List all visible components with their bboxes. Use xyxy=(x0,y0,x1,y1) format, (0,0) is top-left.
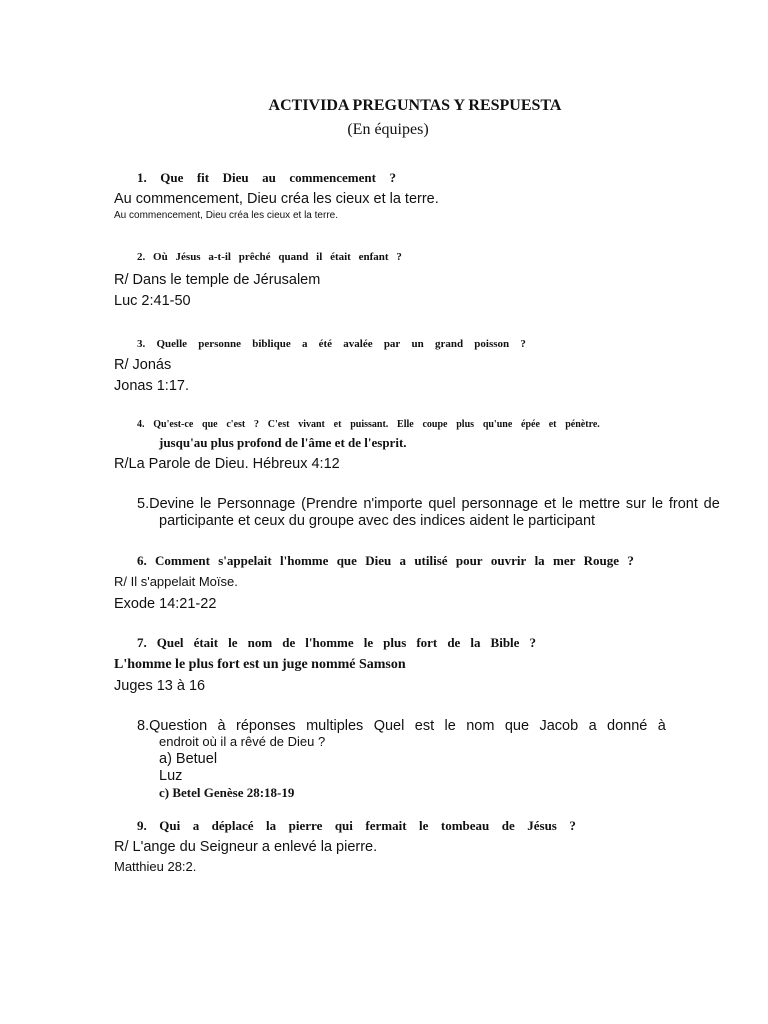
answer-3: R/ Jonás xyxy=(114,357,172,373)
question-4-line-2: jusqu'au plus profond de l'âme et de l'esprit. xyxy=(159,435,407,450)
reference-6: Exode 14:21-22 xyxy=(114,596,217,612)
question-5-line-2: participante et ceux du groupe avec des indices aident le participant xyxy=(159,513,596,529)
answer-7: L'homme le plus fort est un juge nommé Samson xyxy=(114,657,406,672)
answer-1: Au commencement, Dieu créa les cieux et la terre. xyxy=(114,191,439,207)
question-2: 2. Où Jésus a-t-il prêché quand il était enfant ? xyxy=(137,251,402,263)
question-8-line-2: endroit où il a rêvé de Dieu ? xyxy=(159,734,326,749)
answer-9: R/ L'ange du Seigneur a enlevé la pierre. xyxy=(114,839,378,855)
document-subtitle: (En équipes) xyxy=(347,121,429,138)
reference-7: Juges 13 à 16 xyxy=(114,678,206,694)
question-5-line-1: 5.Devine le Personnage (Prendre n'importe quel personnage et le mettre sur le front de xyxy=(137,496,720,512)
reference-3: Jonas 1:17. xyxy=(114,378,189,394)
question-3: 3. Quelle personne biblique a été avalée par un grand poisson ? xyxy=(137,338,526,350)
answer-4: R/La Parole de Dieu. Hébreux 4:12 xyxy=(114,456,340,472)
answer-2: R/ Dans le temple de Jérusalem xyxy=(114,272,321,288)
reference-9: Matthieu 28:2. xyxy=(114,859,197,874)
option-a: a) Betuel xyxy=(159,751,218,767)
question-4-line-1: 4. Qu'est-ce que c'est ? C'est vivant et puissant. Elle coupe plus qu'une épée et pénètre. xyxy=(137,419,600,430)
document-title: ACTIVIDA PREGUNTAS Y RESPUESTA xyxy=(268,97,562,114)
answer-6: R/ Il s'appelait Moïse. xyxy=(114,574,238,589)
question-8-line-1: 8.Question à réponses multiples Quel est le nom que Jacob a donné à xyxy=(137,718,666,734)
reference-2: Luc 2:41-50 xyxy=(114,293,191,309)
question-1: 1. Que fit Dieu au commencement ? xyxy=(137,170,396,185)
question-9: 9. Qui a déplacé la pierre qui fermait le tombeau de Jésus ? xyxy=(137,818,576,833)
question-6: 6. Comment s'appelait l'homme que Dieu a utilisé pour ouvrir la mer Rouge ? xyxy=(137,553,634,568)
option-b: Luz xyxy=(159,768,183,784)
option-c: c) Betel Genèse 28:18-19 xyxy=(159,785,295,800)
answer-1-small: Au commencement, Dieu créa les cieux et la terre. xyxy=(114,210,338,221)
question-7: 7. Quel était le nom de l'homme le plus fort de la Bible ? xyxy=(137,635,536,650)
